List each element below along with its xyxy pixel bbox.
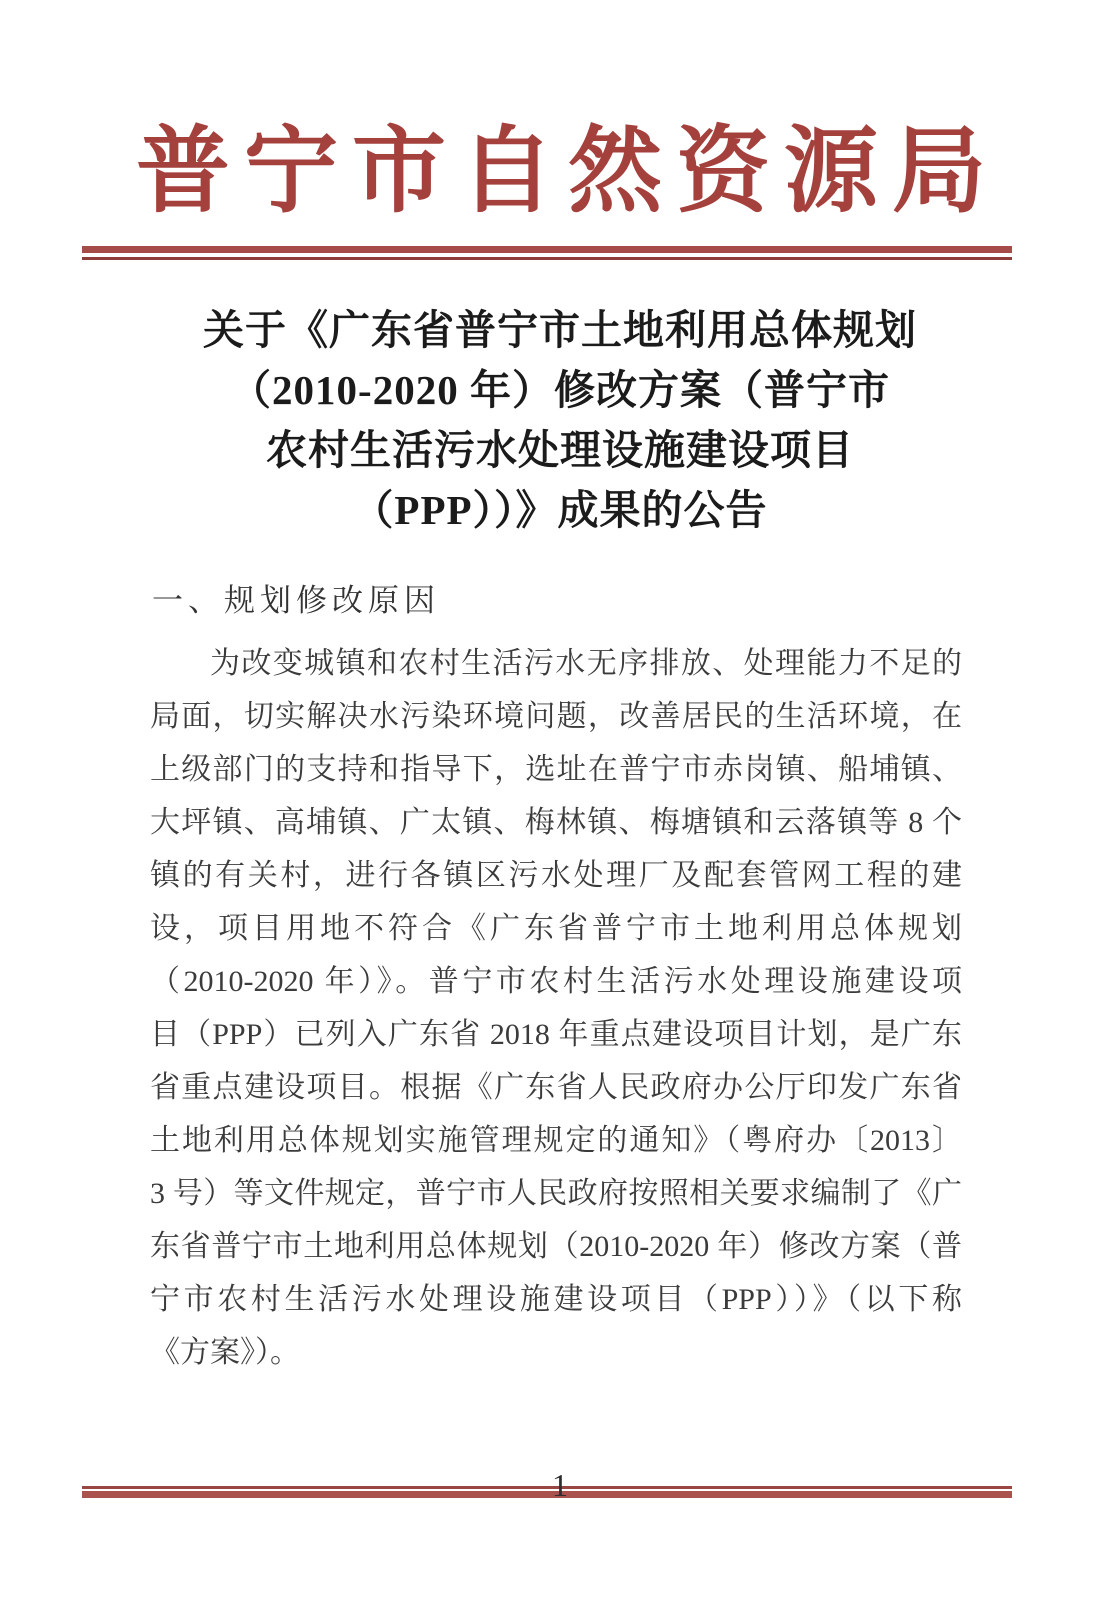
paragraph-line: 3 号）等文件规定，普宁市人民政府按照相关要求编制了《广 [150, 1177, 962, 1210]
paragraph-line: 镇的有关村，进行各镇区污水处理厂及配套管网工程的建 [150, 859, 962, 892]
paragraph-line: 东省普宁市土地利用总体规划（2010-2020 年）修改方案（普 [150, 1230, 962, 1263]
paragraph-line: 上级部门的支持和指导下，选址在普宁市赤岗镇、船埔镇、 [150, 753, 962, 786]
letterhead-org-name: 普宁市自然资源局 [135, 120, 1000, 224]
title-line-4: （PPP））》成果的公告 [352, 487, 768, 533]
body-paragraph [150, 637, 962, 1379]
paragraph-line: 宁市农村生活污水处理设施建设项目（PPP））》（以下称 [150, 1283, 962, 1316]
section-heading: 一、规划修改原因 [152, 583, 440, 618]
paragraph-line: （2010-2020 年）》。普宁市农村生活污水处理设施建设项 [150, 965, 962, 998]
paragraph-line: 大坪镇、高埔镇、广太镇、梅林镇、梅塘镇和云落镇等 8 个 [150, 806, 962, 839]
paragraph-line: 为改变城镇和农村生活污水无序排放、处理能力不足的 [210, 647, 962, 680]
title-line-1: 关于《广东省普宁市土地利用总体规划 [203, 307, 917, 353]
document-title [0, 300, 1120, 540]
paragraph-line: 局面，切实解决水污染环境问题，改善居民的生活环境，在 [150, 700, 962, 733]
paragraph-line: 目（PPP）已列入广东省 2018 年重点建设项目计划，是广东 [150, 1018, 962, 1051]
header-rule-thin [82, 257, 1012, 260]
page-number: 1 [552, 1467, 568, 1503]
title-line-2: （2010-2020 年）修改方案（普宁市 [230, 367, 890, 413]
title-line-3: 农村生活污水处理设施建设项目 [266, 427, 854, 473]
header-rule-thick [82, 246, 1012, 253]
paragraph-line: 土地利用总体规划实施管理规定的通知》（粤府办〔2013〕 [150, 1124, 962, 1157]
paragraph-line: 省重点建设项目。根据《广东省人民政府办公厅印发广东省 [150, 1071, 962, 1104]
paragraph-line: 《方案》）。 [150, 1336, 300, 1369]
paragraph-line: 设，项目用地不符合《广东省普宁市土地利用总体规划 [150, 912, 962, 945]
